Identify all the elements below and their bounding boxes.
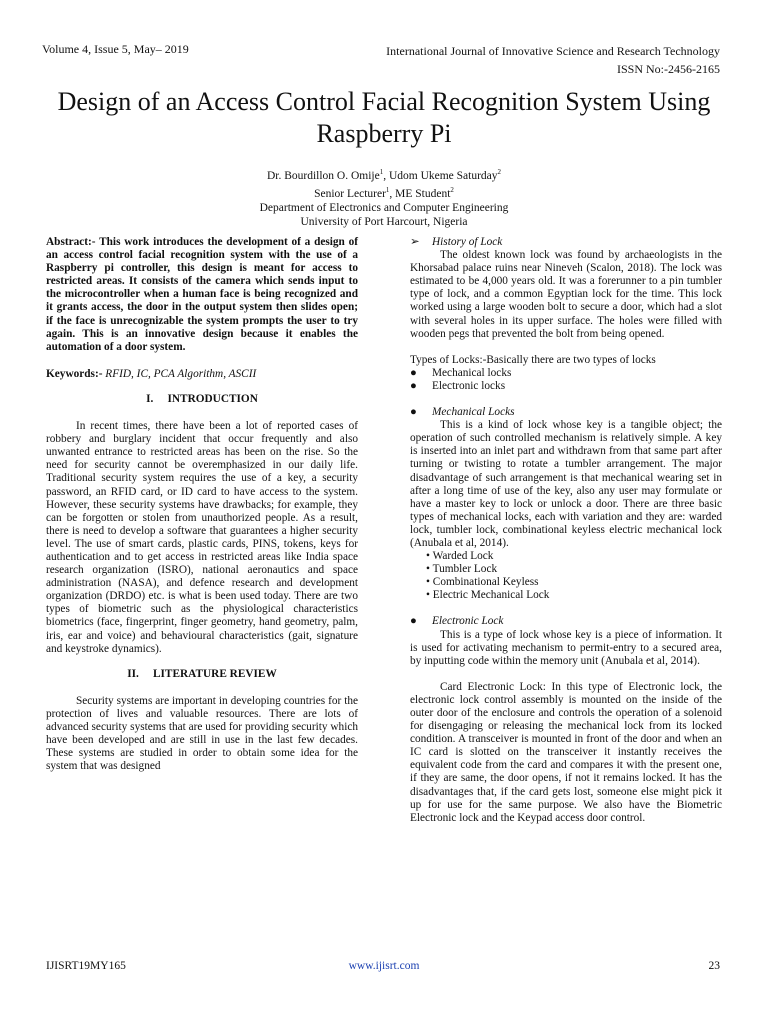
mechanical-lock-list	[426, 550, 722, 602]
author-2: , Udom Ukeme Saturday	[383, 169, 498, 182]
bullet-icon: ●	[410, 379, 417, 392]
paper-id: IJISRT19MY165	[46, 960, 126, 972]
list-item-label: Mechanical locks	[432, 366, 512, 379]
history-title: History of Lock	[432, 236, 503, 248]
history-paragraph: The oldest known lock was found by archaeologists in the Khorsabad palace ruins near Nineveh (Scalon, 2018). The lock was estimated to be 4,000 years old. It was a forerunner to a pin tumbler type of lock, and a common Egyptian lock for the time. This lock worked using a large wooden bolt to secure a door, which had a slot with several holes in its upper surface. The holes were filled with wooden pegs that prevented the bolt from being opened.	[410, 249, 722, 340]
section-heading-literature-review	[46, 668, 358, 681]
issn: ISSN No:-2456-2165	[616, 62, 720, 76]
list-item: • Combinational Keyless	[426, 576, 539, 589]
role-1: Senior Lecturer	[314, 187, 386, 200]
bullet-icon: ●	[410, 406, 417, 419]
university: University of Port Harcourt, Nigeria	[300, 215, 468, 228]
mechanical-heading	[410, 406, 722, 419]
keywords-text: RFID, IC, PCA Algorithm, ASCII	[102, 367, 257, 380]
list-item-label: Electronic locks	[432, 379, 506, 392]
list-item	[410, 367, 722, 380]
right-column	[410, 236, 722, 825]
keywords	[46, 368, 358, 381]
section-heading-introduction	[46, 393, 358, 406]
abstract: Abstract:- This work introduces the development of a design of an access control facial recognition system with the use of a Raspberry pi controller, this design is meant for access to restricted areas. It consists of the camera which sends input to the microcontroller when a human face is being recognized and it grants access, the door in the output system then slides open; if the face is unrecognizable the system prompts the user to try again. This is an innovative design because it enables the automation of a door system.	[46, 236, 358, 353]
section-number: I.	[146, 392, 154, 405]
history-heading	[410, 236, 722, 249]
list-item: • Electric Mechanical Lock	[426, 589, 550, 602]
author-names	[40, 165, 728, 183]
list-item: • Tumbler Lock	[426, 563, 498, 576]
left-column	[46, 236, 358, 773]
journal-name: International Journal of Innovative Science and Research Technology	[386, 44, 720, 58]
literature-paragraph: Security systems are important in developing countries for the protection of lives and valuable resources. There are lots of advanced security systems that are used for providing security which have been developed and are still in use in the last few decades. These systems are studied in order to obtain some idea for the system that was designed	[46, 694, 358, 773]
electronic-title: Electronic Lock	[432, 615, 504, 628]
card-lock-paragraph: Card Electronic Lock: In this type of Electronic lock, the electronic lock control assembly is mounted on the inside of the outer door of the enclosure and controls the operation of a solenoid for disengaging or releasing the mechanical lock from its locked condition. A transceiver is mounted in front of the door and when an IC card is slotted on the transceiver it instantly receives the equivalent code from the card and compares it with the present one, if they are same, the door opens, if not it remains locked. It has the disadvantages that, if the card gets lost, someone else might pick it up for use for the same purpose. We also have the Biometric Electronic lock and the Keypad access door control.	[410, 680, 722, 824]
mechanical-title: Mechanical Locks	[432, 406, 515, 419]
author-1-sup: 1	[379, 168, 384, 176]
section-title: INTRODUCTION	[167, 392, 258, 405]
page-number: 23	[708, 960, 720, 972]
role-2: , ME Student	[389, 187, 451, 200]
paper-title: Design of an Access Control Facial Recognition System Using Raspberry Pi	[57, 87, 711, 148]
bullet-icon: ●	[410, 615, 417, 628]
journal-header	[386, 42, 720, 78]
mechanical-paragraph: This is a kind of lock whose key is a tangible object; the operation of such controlled mechanism is relatively simple. A key is inserted into an inlet part and withdrawn from that same part after turning or twisting to rotate a tumbler arrangement. The major disadvantage of such arrangement is that mechanical wearing set in after a long time of use of the key, also any user may formulate or have a master key to lock or unlock a door. There are three basic types of mechanical locks, each with variation and they are: warded lock, tumbler lock, combinational keyless electric mechanical lock (Anubala et al, 2014).	[410, 419, 722, 549]
types-intro: Types of Locks:-Basically there are two types of locks	[410, 353, 656, 366]
section-title: LITERATURE REVIEW	[152, 667, 277, 680]
role-2-sup: 2	[450, 185, 454, 194]
list-item: • Warded Lock	[426, 550, 494, 563]
journal-url[interactable]: www.ijisrt.com	[348, 960, 420, 972]
list-item	[410, 380, 722, 393]
author-roles	[40, 183, 728, 201]
department: Department of Electronics and Computer Engineering	[259, 201, 509, 214]
bullet-icon: ●	[410, 366, 417, 379]
author-1: Dr. Bourdillon O. Omije	[266, 169, 380, 182]
volume-issue: Volume 4, Issue 5, May– 2019	[42, 42, 189, 56]
electronic-heading	[410, 615, 722, 628]
electronic-paragraph: This is a type of lock whose key is a piece of information. It is used for activating mechanism to permit-entry to a secured area, by inputting code within the memory unit (Anubala et al, 2014).	[410, 628, 722, 667]
introduction-paragraph: In recent times, there have been a lot of reported cases of robbery and burglary incident that occur frequently and also unwanted entrance to restricted areas has been on the rise. So the need for security cannot be overemphasized in our daily life. Traditional security system requires the use of a key, a security password, an RFID card, or ID card to have access to the system. However, these security systems have drawbacks; for example, they can be forgotten or stolen from unauthorized people. As a result, there is need to develop a software that guarantees a higher security level. The use of smart cards, plastic cards, PINS, tokens, keys for authentication and to get access in restricted areas like India space research organization (ISRO), national aeronautics and space administration (NASA), and defence research and development organization (DRDO) etc. is what is been used today. There are two types of biometric such as the physiological characteristics biometrics (face, fingerprint, finger geometry, hand geometry, palm, iris, ear and voice) and behavioural characteristics (gait, signature and keystroke dynamics).	[46, 420, 358, 655]
keywords-label: Keywords:-	[46, 367, 103, 380]
role-1-sup: 1	[385, 185, 390, 194]
arrow-bullet-icon: ➢	[410, 236, 420, 248]
section-number: II.	[127, 667, 139, 680]
author-2-sup: 2	[497, 168, 502, 176]
author-block	[40, 165, 728, 229]
